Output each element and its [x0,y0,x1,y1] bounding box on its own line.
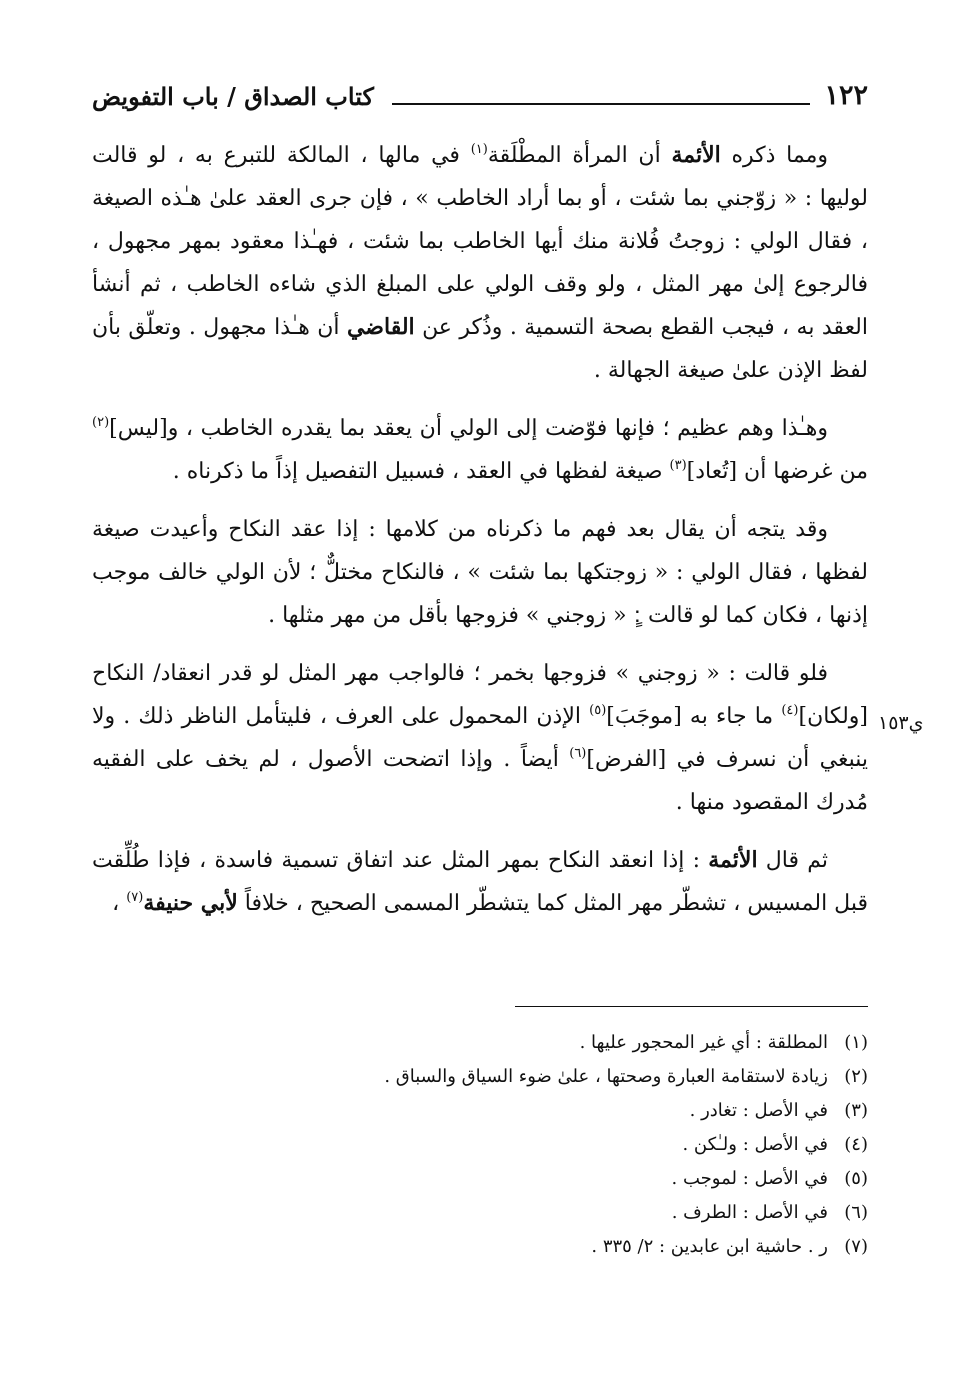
footnote-number: (٢) [844,1066,868,1087]
footnote-ref: (٥) [589,703,607,718]
bold-term: لأبي حنيفة [143,890,238,916]
header-rule [392,103,810,105]
footnote-item [92,1026,868,1060]
footnote-separator [515,1006,868,1007]
footnote-text: ر . حاشية ابن عابدين : ٢/ ٣٣٥ . [591,1236,828,1257]
footnote-item [92,1128,868,1162]
bold-term: القاضي [346,314,415,340]
footnote-text: في الأصل : لموجب . [671,1168,828,1189]
footnote-ref: (٣) [669,458,687,473]
margin-folio-mark: ي١٥٣ [878,712,924,734]
footnote-text: زيادة لاستقامة العبارة وصحتها ، علىٰ ضوء السياق والسباق . [384,1066,828,1087]
footnote-number: (٦) [844,1202,868,1223]
footnote-item [92,1230,868,1264]
footnote-item [92,1162,868,1196]
footnote-ref: (٢) [92,415,110,430]
bold-term: الأئمة [708,847,758,873]
footnote-text: في الأصل : تغادر . [689,1100,828,1121]
footnote-item [92,1196,868,1230]
bold-term: الأئمة [671,142,721,168]
footnote-number: (٥) [844,1168,868,1189]
paragraph-4: فلو قالت : « زوجني » فزوجها بخمر ؛ فالواجب مهر المثل لو قدر انعقاد/ النكاح [ولكان]$^{(٤)}$ ما جاء به [موجَبَ]$^{(٥)}$ الإذن المحمول على العرف ، فليتأمل الناظر ذلك . ولا ينبغي أن نسرف في [الفرض]$^{(٦)}$ أيضاً . وإذا اتضحت الأصول ، لم يخف على الفقيه مُدرك المقصود منها . [92,661,868,815]
footnote-item [92,1060,868,1094]
footnotes [92,1026,868,1264]
page-number: ١٢٢ [824,80,868,111]
running-title: كتاب الصداق / باب التفويض [92,82,374,111]
footnote-ref: (١) [470,142,488,157]
footnote-item [92,1094,868,1128]
paragraph-5: ثم قال الأئمة : إذا انعقد النكاح بمهر المثل عند اتفاق تسمية فاسدة ، فإذا طُلِّقت قبل المسيس ، تشطّر مهر المثل كما يتشطّر المسمى الصحيح ، خلافاً لأبي حنيفة$^{(٧)}$ ، [92,847,868,916]
paragraph-2: وهـٰذا وهم عظيم ؛ فإنها فوّضت إلى الولي أن يعقد بما يقدره الخاطب ، و[ليس]$^{(٢)}$ من غرضها أن [تُعاد]$^{(٣)}$ صيغة لفظها في العقد ، فسبيل التفصيل إذاً ما ذكرناه . [92,415,868,484]
footnote-ref: (٧) [126,890,144,905]
page-header [92,80,868,122]
footnote-number: (٤) [844,1134,868,1155]
paragraph-3: وقد يتجه أن يقال بعد فهم ما ذكرناه من كلامها : إذا عقد النكاح وأعيدت صيغة لفظها ، فقال الولي : « زوجتكها بما شئت » ، فالنكاح مختلٌّ ؛ لأن الولي خالف موجب إذنها ، فكان كما لو قالت :ٍ « زوجني » فزوجها بأقل من مهر مثلها . [92,517,868,628]
footnote-number: (١) [844,1032,868,1053]
main-text [92,134,868,940]
paragraph-1: ومما ذكره الأئمة أن المرأة المطْلَقة$^{(١)}$ في مالها ، المالكة للتبرع به ، لو قالت لوليها : « زوّجني بما شئت ، أو بما أراد الخاطب » ، فإن جرى العقد علىٰ هـٰذه الصيغة ، فقال الولي : زوجتُ فُلانة منك أيها الخاطب بما شئت ، فهـٰذا معقود بمهر مجهول ، فالرجوع إلىٰ مهر المثل ، ولو وقف الولي على المبلغ الذي شاءه الخاطب ، ثم أنشأ العقد به ، فيجب القطع بصحة التسمية . وذُكر عن القاضي أن هـٰذا مجهول . وتعلّق بأن لفظ الإذن علىٰ صيغة الجهالة . [92,142,868,383]
footnote-ref: (٤) [781,703,799,718]
footnote-text: في الأصل : الطرف . [671,1202,828,1223]
footnote-number: (٣) [844,1100,868,1121]
footnote-text: المطلقة : أي غير المحجور عليها . [579,1032,828,1053]
footnote-number: (٧) [844,1236,868,1257]
footnote-ref: (٦) [569,746,587,761]
footnote-text: في الأصل : ولـٰكن . [682,1134,828,1155]
